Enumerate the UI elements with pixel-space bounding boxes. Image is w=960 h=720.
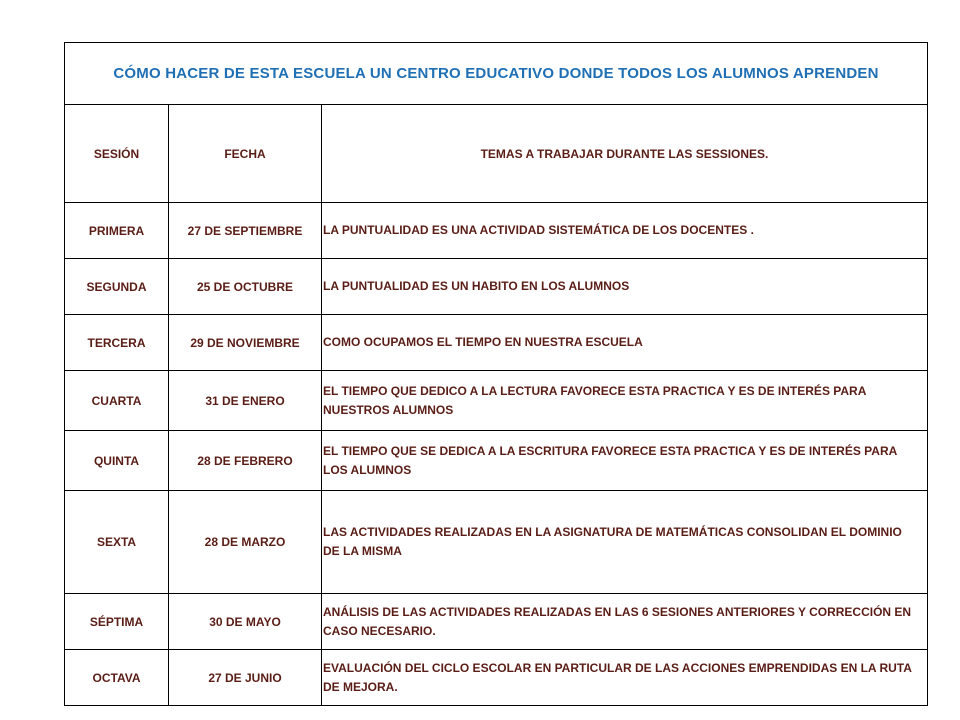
- table-row: [65, 371, 928, 431]
- session-cell: SEGUNDA: [65, 259, 169, 315]
- date-cell: 25 DE OCTUBRE: [169, 259, 322, 315]
- header-topics: TEMAS A TRABAJAR DURANTE LAS SESSIONES.: [322, 105, 928, 203]
- session-cell: OCTAVA: [65, 650, 169, 706]
- topic-cell: LA PUNTUALIDAD ES UN HABITO EN LOS ALUMNOS: [322, 259, 928, 315]
- table-row: [65, 315, 928, 371]
- table-row: [65, 491, 928, 594]
- header-date: FECHA: [169, 105, 322, 203]
- date-cell: 27 DE JUNIO: [169, 650, 322, 706]
- date-cell: 28 DE FEBRERO: [169, 431, 322, 491]
- sessions-table: [64, 42, 928, 706]
- topic-cell: EL TIEMPO QUE DEDICO A LA LECTURA FAVORECE ESTA PRACTICA Y ES DE INTERÉS PARA NUESTROS ALUMNOS: [322, 371, 928, 431]
- session-cell: SEXTA: [65, 491, 169, 594]
- session-cell: SÉPTIMA: [65, 594, 169, 650]
- topic-cell: LAS ACTIVIDADES REALIZADAS EN LA ASIGNATURA DE MATEMÁTICAS CONSOLIDAN EL DOMINIO DE LA MISMA: [322, 491, 928, 594]
- date-cell: 31 DE ENERO: [169, 371, 322, 431]
- session-cell: TERCERA: [65, 315, 169, 371]
- session-cell: CUARTA: [65, 371, 169, 431]
- topic-cell: ANÁLISIS DE LAS ACTIVIDADES REALIZADAS EN LAS 6 SESIONES ANTERIORES Y CORRECCIÓN EN CASO NECESARIO.: [322, 594, 928, 650]
- table-row: [65, 203, 928, 259]
- table-row: [65, 431, 928, 491]
- session-cell: PRIMERA: [65, 203, 169, 259]
- date-cell: 29 DE NOVIEMBRE: [169, 315, 322, 371]
- session-cell: QUINTA: [65, 431, 169, 491]
- table-row: [65, 259, 928, 315]
- topic-cell: LA PUNTUALIDAD ES UNA ACTIVIDAD SISTEMÁTICA DE LOS DOCENTES .: [322, 203, 928, 259]
- date-cell: 28 DE MARZO: [169, 491, 322, 594]
- table-row: [65, 594, 928, 650]
- title-row: [65, 43, 928, 105]
- date-cell: 30 DE MAYO: [169, 594, 322, 650]
- date-cell: 27 DE SEPTIEMBRE: [169, 203, 322, 259]
- header-session: SESIÓN: [65, 105, 169, 203]
- topic-cell: EL TIEMPO QUE SE DEDICA A LA ESCRITURA FAVORECE ESTA PRACTICA Y ES DE INTERÉS PARA LOS ALUMNOS: [322, 431, 928, 491]
- topic-cell: EVALUACIÓN DEL CICLO ESCOLAR EN PARTICULAR DE LAS ACCIONES EMPRENDIDAS EN LA RUTA DE MEJORA.: [322, 650, 928, 706]
- header-row: [65, 105, 928, 203]
- table-row: [65, 650, 928, 706]
- topic-cell: COMO OCUPAMOS EL TIEMPO EN NUESTRA ESCUELA: [322, 315, 928, 371]
- table-title: CÓMO HACER DE ESTA ESCUELA UN CENTRO EDUCATIVO DONDE TODOS LOS ALUMNOS APRENDEN: [65, 43, 928, 105]
